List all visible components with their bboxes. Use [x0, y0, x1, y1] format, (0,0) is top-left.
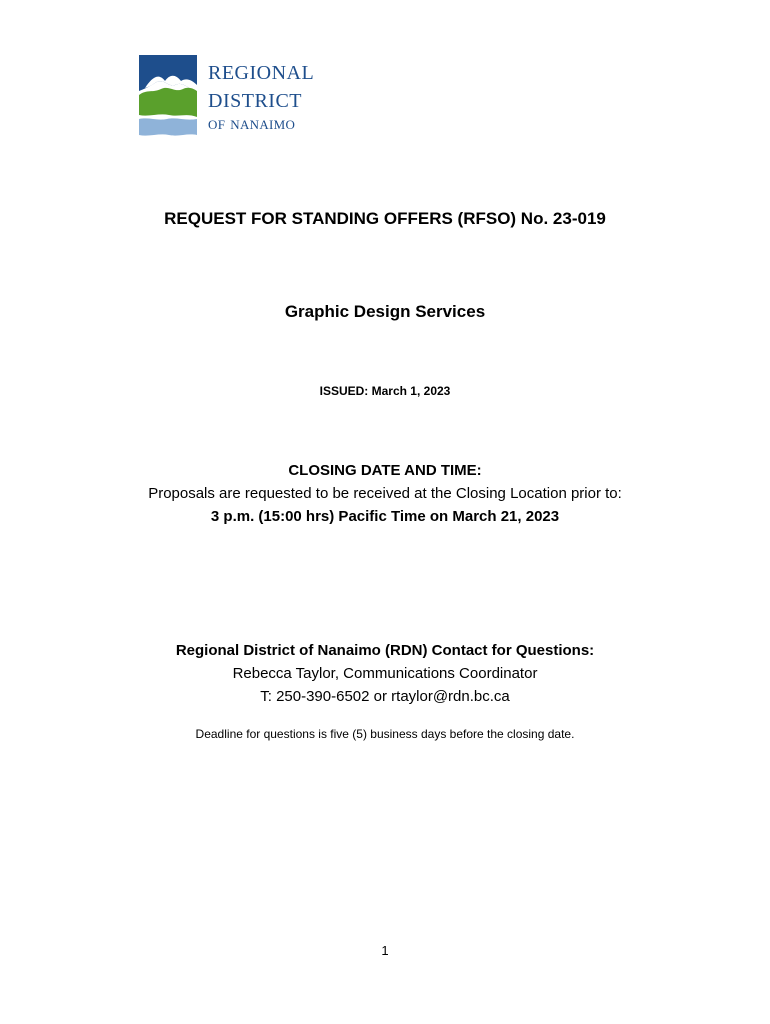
- rdn-logo-mark-icon: [139, 55, 199, 137]
- closing-text: Proposals are requested to be received at the Closing Location prior to:: [148, 485, 622, 502]
- contact-name: Rebecca Taylor, Communications Coordinator: [232, 665, 538, 682]
- rdn-logo: [139, 55, 339, 139]
- logo-text-regional: regional: [208, 55, 315, 86]
- questions-deadline-note: Deadline for questions is five (5) business days before the closing date.: [195, 727, 575, 741]
- project-title: Graphic Design Services: [284, 302, 486, 321]
- rfso-title: REQUEST FOR STANDING OFFERS (RFSO) No. 23-019: [164, 209, 606, 228]
- page-number: 1: [381, 943, 389, 958]
- closing-heading: CLOSING DATE AND TIME:: [288, 462, 482, 479]
- contact-details: T: 250-390-6502 or rtaylor@rdn.bc.ca: [260, 688, 510, 705]
- contact-heading: Regional District of Nanaimo (RDN) Contact for Questions:: [175, 642, 595, 659]
- logo-text-of-nanaimo: of nanaimo: [208, 113, 296, 134]
- logo-text-district: district: [208, 83, 302, 114]
- issued-date: ISSUED: March 1, 2023: [319, 384, 451, 398]
- rdn-logo-wordmark: [208, 55, 314, 133]
- closing-deadline: 3 p.m. (15:00 hrs) Pacific Time on March 21, 2023: [210, 508, 560, 525]
